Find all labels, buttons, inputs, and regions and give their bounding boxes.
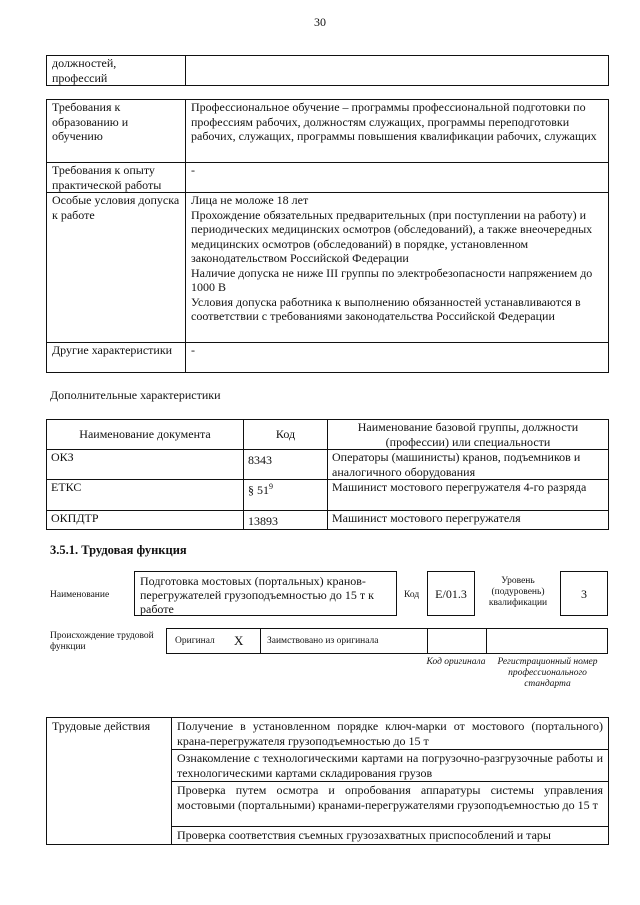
req-label-experience: Требования к опыту практической работы	[47, 163, 186, 193]
condition-line: Лица не моложе 18 лет	[191, 193, 309, 207]
registration-number-cell	[486, 628, 608, 654]
level-value-box: 3	[560, 571, 608, 616]
column-header: Код	[244, 420, 328, 450]
code-text: § 51	[248, 483, 269, 497]
table-row	[47, 450, 609, 480]
name-cell: Операторы (машинисты) кранов, подъемников и аналогичного оборудования	[328, 450, 609, 480]
doc-cell: ОКПДТР	[47, 511, 244, 530]
occupation-value	[186, 56, 609, 86]
doc-cell: ОКЗ	[47, 450, 244, 480]
labor-action-item: Проверка путем осмотра и опробования аппаратуры системы управления мостовыми (портальными) кранами-перегружателями грузоподъемностью до 15 т	[172, 782, 609, 827]
code-text: 13893	[248, 514, 278, 528]
table-header-row	[47, 420, 609, 450]
code-cell	[244, 511, 328, 530]
code-footnote: 9	[269, 482, 273, 491]
code-cell	[244, 480, 328, 511]
req-value-education: Профессиональное обучение – программы профессиональной подготовки по профессиям рабочих, должностям служащих, программы переподготовки рабочих, служащих, программы повышения квалификации рабочих, служащих	[186, 100, 609, 163]
req-label-education: Требования к образованию и обучению	[47, 100, 186, 163]
condition-line: Условия допуска работника к выполнению обязанностей устанавливаются в соответствии с требованиями законодательства Российской Федерации	[191, 294, 581, 323]
code-label: Код	[404, 590, 420, 600]
level-label: Уровень (подуровень) квалификации	[488, 576, 548, 608]
labor-actions-table	[46, 717, 609, 845]
original-cell	[166, 628, 261, 654]
req-label-other: Другие характеристики	[47, 343, 186, 373]
original-code-caption: Код оригинала	[426, 657, 486, 667]
registration-number-caption: Регистрационный номер профессионального стандарта	[497, 657, 598, 689]
requirements-row	[47, 163, 609, 193]
table-row	[47, 511, 609, 530]
column-header: Наименование базовой группы, должности (профессии) или специальности	[328, 420, 609, 450]
code-cell	[244, 450, 328, 480]
borrowed-label: Заимствовано из оригинала	[267, 636, 379, 646]
labor-actions-label: Трудовые действия	[47, 718, 172, 845]
name-label: Наименование	[50, 590, 110, 600]
table-row	[47, 480, 609, 511]
origin-label: Происхождение трудовой функции	[50, 631, 154, 652]
table-row	[47, 718, 609, 750]
name-cell: Машинист мостового перегружателя	[328, 511, 609, 530]
requirements-row	[47, 343, 609, 373]
occupation-label: должностей, профессий	[47, 56, 186, 86]
requirements-row	[47, 100, 609, 163]
condition-line: Прохождение обязательных предварительных (при поступлении на работу) и периодических медицинских осмотров (обследований), а также внеочередных медицинских осмотров (обследований) в порядке, установленном законодательством Российской Федерации	[191, 207, 593, 265]
requirements-row	[47, 193, 609, 343]
original-label: Оригинал	[175, 636, 215, 646]
page-number: 30	[314, 15, 326, 29]
labor-action-item: Ознакомление с технологическими картами на погрузочно-разгрузочные работы и технологическими картами складирования грузов	[172, 750, 609, 782]
additional-characteristics-table	[46, 419, 609, 530]
borrowed-cell	[260, 628, 428, 654]
labor-action-item: Получение в установленном порядке ключ-марки от мостового (портального) крана-перегружателя грузоподъемностью до 15 т	[172, 718, 609, 750]
doc-cell: ЕТКС	[47, 480, 244, 511]
column-header: Наименование документа	[47, 420, 244, 450]
name-cell: Машинист мостового перегружателя 4-го разряда	[328, 480, 609, 511]
condition-line: Наличие допуска не ниже III группы по электробезопасности напряжением до 1000 В	[191, 265, 593, 294]
additional-characteristics-title: Дополнительные характеристики	[50, 388, 221, 402]
requirements-table	[46, 99, 609, 373]
req-label-special-conditions: Особые условия допуска к работе	[47, 193, 186, 343]
original-code-cell	[427, 628, 487, 654]
req-value-other: -	[186, 343, 609, 373]
labor-action-item: Проверка соответствия съемных грузозахватных приспособлений и тары	[172, 827, 609, 845]
occupation-continuation-table	[46, 55, 609, 86]
code-text: 8343	[248, 453, 272, 467]
req-value-experience: -	[186, 163, 609, 193]
labor-function-heading: 3.5.1. Трудовая функция	[50, 543, 187, 557]
original-mark: X	[234, 633, 244, 648]
function-code-box: Е/01.3	[427, 571, 475, 616]
req-value-special-conditions	[186, 193, 609, 343]
function-name-box: Подготовка мостовых (портальных) кранов-перегружателей грузоподъемностью до 15 т к работе	[134, 571, 397, 616]
